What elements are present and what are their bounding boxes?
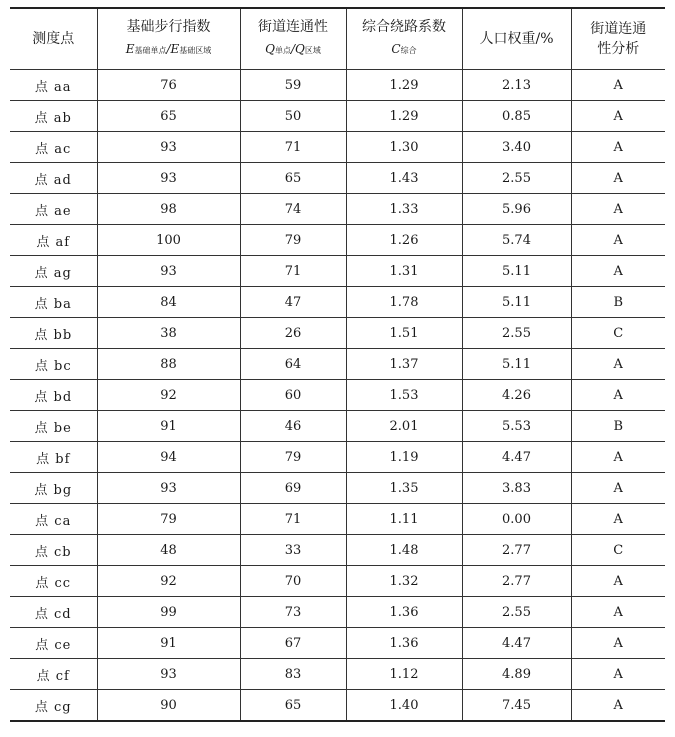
table-row <box>10 597 665 628</box>
cell-population-weight: 3.40 <box>462 132 571 163</box>
table-row <box>10 442 665 473</box>
cell-connectivity: 70 <box>240 566 346 597</box>
table-row <box>10 256 665 287</box>
cell-detour: 1.36 <box>346 628 462 659</box>
cell-population-weight: 7.45 <box>462 690 571 722</box>
cell-analysis: A <box>571 101 665 132</box>
cell-population-weight: 5.96 <box>462 194 571 225</box>
cell-detour: 1.40 <box>346 690 462 722</box>
cell-point: 点 cc <box>10 566 97 597</box>
cell-connectivity: 67 <box>240 628 346 659</box>
cell-walk-index: 93 <box>97 659 240 690</box>
cell-analysis: A <box>571 256 665 287</box>
cell-detour: 1.53 <box>346 380 462 411</box>
cell-point: 点 cg <box>10 690 97 722</box>
cell-walk-index: 88 <box>97 349 240 380</box>
cell-point: 点 ac <box>10 132 97 163</box>
cell-point: 点 bc <box>10 349 97 380</box>
cell-analysis: A <box>571 690 665 722</box>
cell-point: 点 bb <box>10 318 97 349</box>
cell-point: 点 ad <box>10 163 97 194</box>
cell-detour: 1.26 <box>346 225 462 256</box>
cell-analysis: A <box>571 194 665 225</box>
cell-walk-index: 98 <box>97 194 240 225</box>
header-point: 测度点 <box>10 8 97 70</box>
cell-connectivity: 71 <box>240 132 346 163</box>
cell-connectivity: 83 <box>240 659 346 690</box>
cell-point: 点 bf <box>10 442 97 473</box>
cell-point: 点 bg <box>10 473 97 504</box>
cell-population-weight: 2.55 <box>462 163 571 194</box>
cell-point: 点 bd <box>10 380 97 411</box>
cell-connectivity: 46 <box>240 411 346 442</box>
walkability-table <box>10 7 665 722</box>
cell-walk-index: 93 <box>97 473 240 504</box>
cell-population-weight: 2.55 <box>462 597 571 628</box>
cell-analysis: A <box>571 70 665 101</box>
cell-connectivity: 79 <box>240 225 346 256</box>
cell-detour: 1.48 <box>346 535 462 566</box>
cell-population-weight: 2.77 <box>462 566 571 597</box>
cell-connectivity: 59 <box>240 70 346 101</box>
cell-walk-index: 76 <box>97 70 240 101</box>
cell-detour: 1.31 <box>346 256 462 287</box>
header-detour-title: 综合绕路系数 <box>362 19 446 35</box>
cell-point: 点 ab <box>10 101 97 132</box>
header-row <box>10 8 665 70</box>
table-row <box>10 535 665 566</box>
cell-analysis: A <box>571 163 665 194</box>
cell-point: 点 cb <box>10 535 97 566</box>
cell-connectivity: 79 <box>240 442 346 473</box>
cell-walk-index: 79 <box>97 504 240 535</box>
cell-detour: 1.30 <box>346 132 462 163</box>
cell-analysis: A <box>571 628 665 659</box>
cell-walk-index: 38 <box>97 318 240 349</box>
cell-population-weight: 5.53 <box>462 411 571 442</box>
cell-walk-index: 100 <box>97 225 240 256</box>
cell-connectivity: 65 <box>240 163 346 194</box>
table-body <box>10 70 665 722</box>
cell-connectivity: 71 <box>240 504 346 535</box>
cell-connectivity: 64 <box>240 349 346 380</box>
table-row <box>10 628 665 659</box>
table-row <box>10 225 665 256</box>
header-detour <box>346 8 462 70</box>
cell-connectivity: 33 <box>240 535 346 566</box>
table-row <box>10 690 665 722</box>
table-header <box>10 8 665 70</box>
cell-analysis: A <box>571 442 665 473</box>
cell-connectivity: 47 <box>240 287 346 318</box>
header-detour-formula: C综合 <box>391 42 417 56</box>
cell-population-weight: 0.85 <box>462 101 571 132</box>
cell-detour: 1.12 <box>346 659 462 690</box>
cell-analysis: A <box>571 566 665 597</box>
cell-detour: 1.43 <box>346 163 462 194</box>
cell-population-weight: 3.83 <box>462 473 571 504</box>
cell-connectivity: 65 <box>240 690 346 722</box>
table-row <box>10 380 665 411</box>
header-walk-index <box>97 8 240 70</box>
cell-connectivity: 73 <box>240 597 346 628</box>
cell-analysis: C <box>571 318 665 349</box>
table-row <box>10 504 665 535</box>
cell-detour: 1.29 <box>346 101 462 132</box>
cell-point: 点 ag <box>10 256 97 287</box>
table-row <box>10 101 665 132</box>
cell-point: 点 ca <box>10 504 97 535</box>
table-row <box>10 194 665 225</box>
cell-walk-index: 91 <box>97 411 240 442</box>
cell-point: 点 cf <box>10 659 97 690</box>
cell-connectivity: 74 <box>240 194 346 225</box>
cell-analysis: A <box>571 659 665 690</box>
table-row <box>10 318 665 349</box>
table-row <box>10 287 665 318</box>
cell-walk-index: 92 <box>97 566 240 597</box>
cell-detour: 1.51 <box>346 318 462 349</box>
cell-analysis: A <box>571 225 665 256</box>
cell-detour: 1.19 <box>346 442 462 473</box>
cell-analysis: A <box>571 380 665 411</box>
cell-connectivity: 60 <box>240 380 346 411</box>
cell-detour: 1.32 <box>346 566 462 597</box>
cell-population-weight: 2.77 <box>462 535 571 566</box>
cell-population-weight: 2.55 <box>462 318 571 349</box>
table-row <box>10 163 665 194</box>
cell-detour: 1.11 <box>346 504 462 535</box>
cell-detour: 1.33 <box>346 194 462 225</box>
cell-analysis: A <box>571 597 665 628</box>
cell-detour: 1.36 <box>346 597 462 628</box>
cell-population-weight: 4.26 <box>462 380 571 411</box>
cell-analysis: B <box>571 287 665 318</box>
cell-walk-index: 99 <box>97 597 240 628</box>
cell-population-weight: 5.11 <box>462 256 571 287</box>
cell-point: 点 ce <box>10 628 97 659</box>
cell-connectivity: 50 <box>240 101 346 132</box>
cell-walk-index: 65 <box>97 101 240 132</box>
header-population-weight: 人口权重/% <box>462 8 571 70</box>
table-row <box>10 659 665 690</box>
data-table-container <box>10 7 665 722</box>
table-row <box>10 473 665 504</box>
cell-connectivity: 69 <box>240 473 346 504</box>
cell-analysis: A <box>571 132 665 163</box>
cell-population-weight: 0.00 <box>462 504 571 535</box>
cell-detour: 1.37 <box>346 349 462 380</box>
cell-detour: 2.01 <box>346 411 462 442</box>
header-conn-formula: Q单点/Q区域 <box>265 42 321 56</box>
cell-analysis: A <box>571 349 665 380</box>
cell-population-weight: 4.47 <box>462 628 571 659</box>
cell-analysis: C <box>571 535 665 566</box>
cell-analysis: B <box>571 411 665 442</box>
cell-point: 点 ae <box>10 194 97 225</box>
cell-walk-index: 84 <box>97 287 240 318</box>
cell-walk-index: 91 <box>97 628 240 659</box>
header-walk-formula: E基础单点/E基础区域 <box>125 42 212 56</box>
cell-analysis: A <box>571 504 665 535</box>
table-row <box>10 349 665 380</box>
cell-point: 点 cd <box>10 597 97 628</box>
cell-population-weight: 4.47 <box>462 442 571 473</box>
cell-detour: 1.29 <box>346 70 462 101</box>
table-row <box>10 132 665 163</box>
cell-population-weight: 5.11 <box>462 349 571 380</box>
cell-population-weight: 5.74 <box>462 225 571 256</box>
header-connectivity-analysis: 街道连通性分析 <box>571 8 665 70</box>
header-connectivity <box>240 8 346 70</box>
cell-walk-index: 93 <box>97 163 240 194</box>
cell-connectivity: 71 <box>240 256 346 287</box>
table-row <box>10 70 665 101</box>
table-row <box>10 566 665 597</box>
cell-point: 点 af <box>10 225 97 256</box>
cell-population-weight: 2.13 <box>462 70 571 101</box>
cell-connectivity: 26 <box>240 318 346 349</box>
cell-walk-index: 93 <box>97 256 240 287</box>
header-conn-title: 街道连通性 <box>258 19 328 35</box>
cell-detour: 1.35 <box>346 473 462 504</box>
cell-point: 点 be <box>10 411 97 442</box>
cell-walk-index: 94 <box>97 442 240 473</box>
cell-population-weight: 5.11 <box>462 287 571 318</box>
cell-walk-index: 92 <box>97 380 240 411</box>
cell-walk-index: 90 <box>97 690 240 722</box>
cell-population-weight: 4.89 <box>462 659 571 690</box>
cell-analysis: A <box>571 473 665 504</box>
cell-walk-index: 93 <box>97 132 240 163</box>
cell-detour: 1.78 <box>346 287 462 318</box>
cell-point: 点 aa <box>10 70 97 101</box>
header-walk-title: 基础步行指数 <box>126 19 211 35</box>
cell-point: 点 ba <box>10 287 97 318</box>
cell-walk-index: 48 <box>97 535 240 566</box>
table-row <box>10 411 665 442</box>
